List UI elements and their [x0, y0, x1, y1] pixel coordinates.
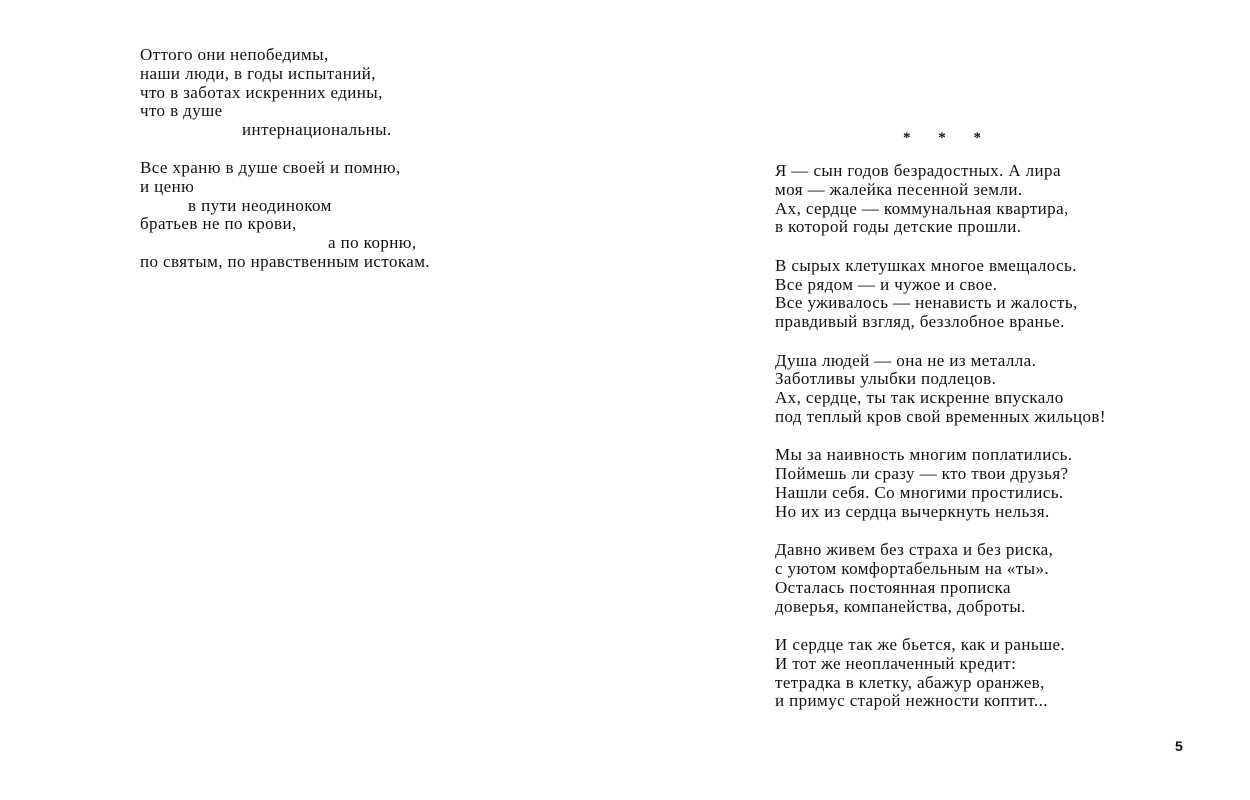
right-stanza-2 [775, 257, 1106, 332]
stanza-gap [775, 427, 1106, 447]
poem-line: и примус старой нежности коптит... [775, 691, 1048, 711]
left-stanza-2 [140, 159, 430, 272]
poem-line: Ах, сердце — коммунальная квартира, [775, 198, 1069, 218]
poem-line: и ценю [140, 176, 195, 196]
stanza-gap [140, 140, 430, 159]
left-stanza-1 [140, 46, 430, 140]
poem-line: Нашли себя. Со многими простились. [775, 482, 1064, 502]
poem-line: Поймешь ли сразу — кто твои друзья? [775, 464, 1069, 484]
poem-line: по святым, по нравственным истокам. [140, 251, 431, 271]
section-separator: * * * [903, 130, 993, 146]
poem-line: Осталась постоянная прописка [775, 577, 1011, 597]
stanza-gap [775, 522, 1106, 542]
stanza-gap [775, 237, 1106, 257]
poem-line: что в заботах искренних едины, [140, 82, 383, 102]
page-number: 5 [1175, 738, 1183, 754]
stanza-gap [775, 332, 1106, 352]
poem-line: братьев не по крови, [140, 214, 297, 234]
poem-line: что в душе [140, 101, 223, 121]
poem-line: Но их из сердца вычеркнуть нельзя. [775, 501, 1050, 521]
poem-line: И тот же неоплаченный кредит: [775, 653, 1017, 673]
poem-line: Оттого они непобедимы, [140, 45, 329, 64]
poem-line: под теплый кров свой временных жильцов! [775, 406, 1106, 426]
poem-line: Все уживалось — ненависть и жалость, [775, 293, 1078, 313]
poem-line: наши люди, в годы испытаний, [140, 63, 376, 83]
poem-line: Все храню в душе своей и помню, [140, 157, 401, 177]
poem-line: в которой годы детские прошли. [775, 217, 1022, 237]
poem-line: а по корню, [328, 233, 417, 253]
poem-line: Я — сын годов безрадостных. А лира [775, 161, 1061, 180]
poem-line: доверья, компанейства, доброты. [775, 596, 1026, 616]
right-stanza-6 [775, 636, 1106, 711]
left-poem [140, 46, 430, 272]
right-stanza-5 [775, 541, 1106, 616]
poem-line: моя — жалейка песенной земли. [775, 179, 1023, 199]
right-stanza-1 [775, 162, 1106, 237]
poem-line: Давно живем без страха и без риска, [775, 540, 1054, 560]
poem-line: правдивый взгляд, беззлобное вранье. [775, 312, 1065, 332]
poem-line: тетрадка в клетку, абажур оранжев, [775, 672, 1045, 692]
poem-line: Ах, сердце, ты так искренне впускало [775, 388, 1064, 408]
right-page [625, 0, 1250, 800]
stanza-gap [775, 616, 1106, 636]
poem-line: с уютом комфортабельным на «ты». [775, 558, 1049, 578]
poem-line: Все рядом — и чужое и свое. [775, 274, 998, 294]
right-stanza-4 [775, 446, 1106, 521]
right-poem [775, 162, 1106, 711]
poem-line: интернациональны. [242, 120, 392, 140]
poem-line: И сердце так же бьется, как и раньше. [775, 634, 1066, 654]
poem-line: Мы за наивность многим поплатились. [775, 445, 1073, 465]
poem-line: Душа людей — она не из металла. [775, 350, 1037, 370]
poem-line: В сырых клетушках многое вмещалось. [775, 255, 1077, 275]
poem-line: в пути неодиноком [188, 195, 332, 215]
right-stanza-3 [775, 352, 1106, 427]
poem-line: Заботливы улыбки подлецов. [775, 369, 997, 389]
